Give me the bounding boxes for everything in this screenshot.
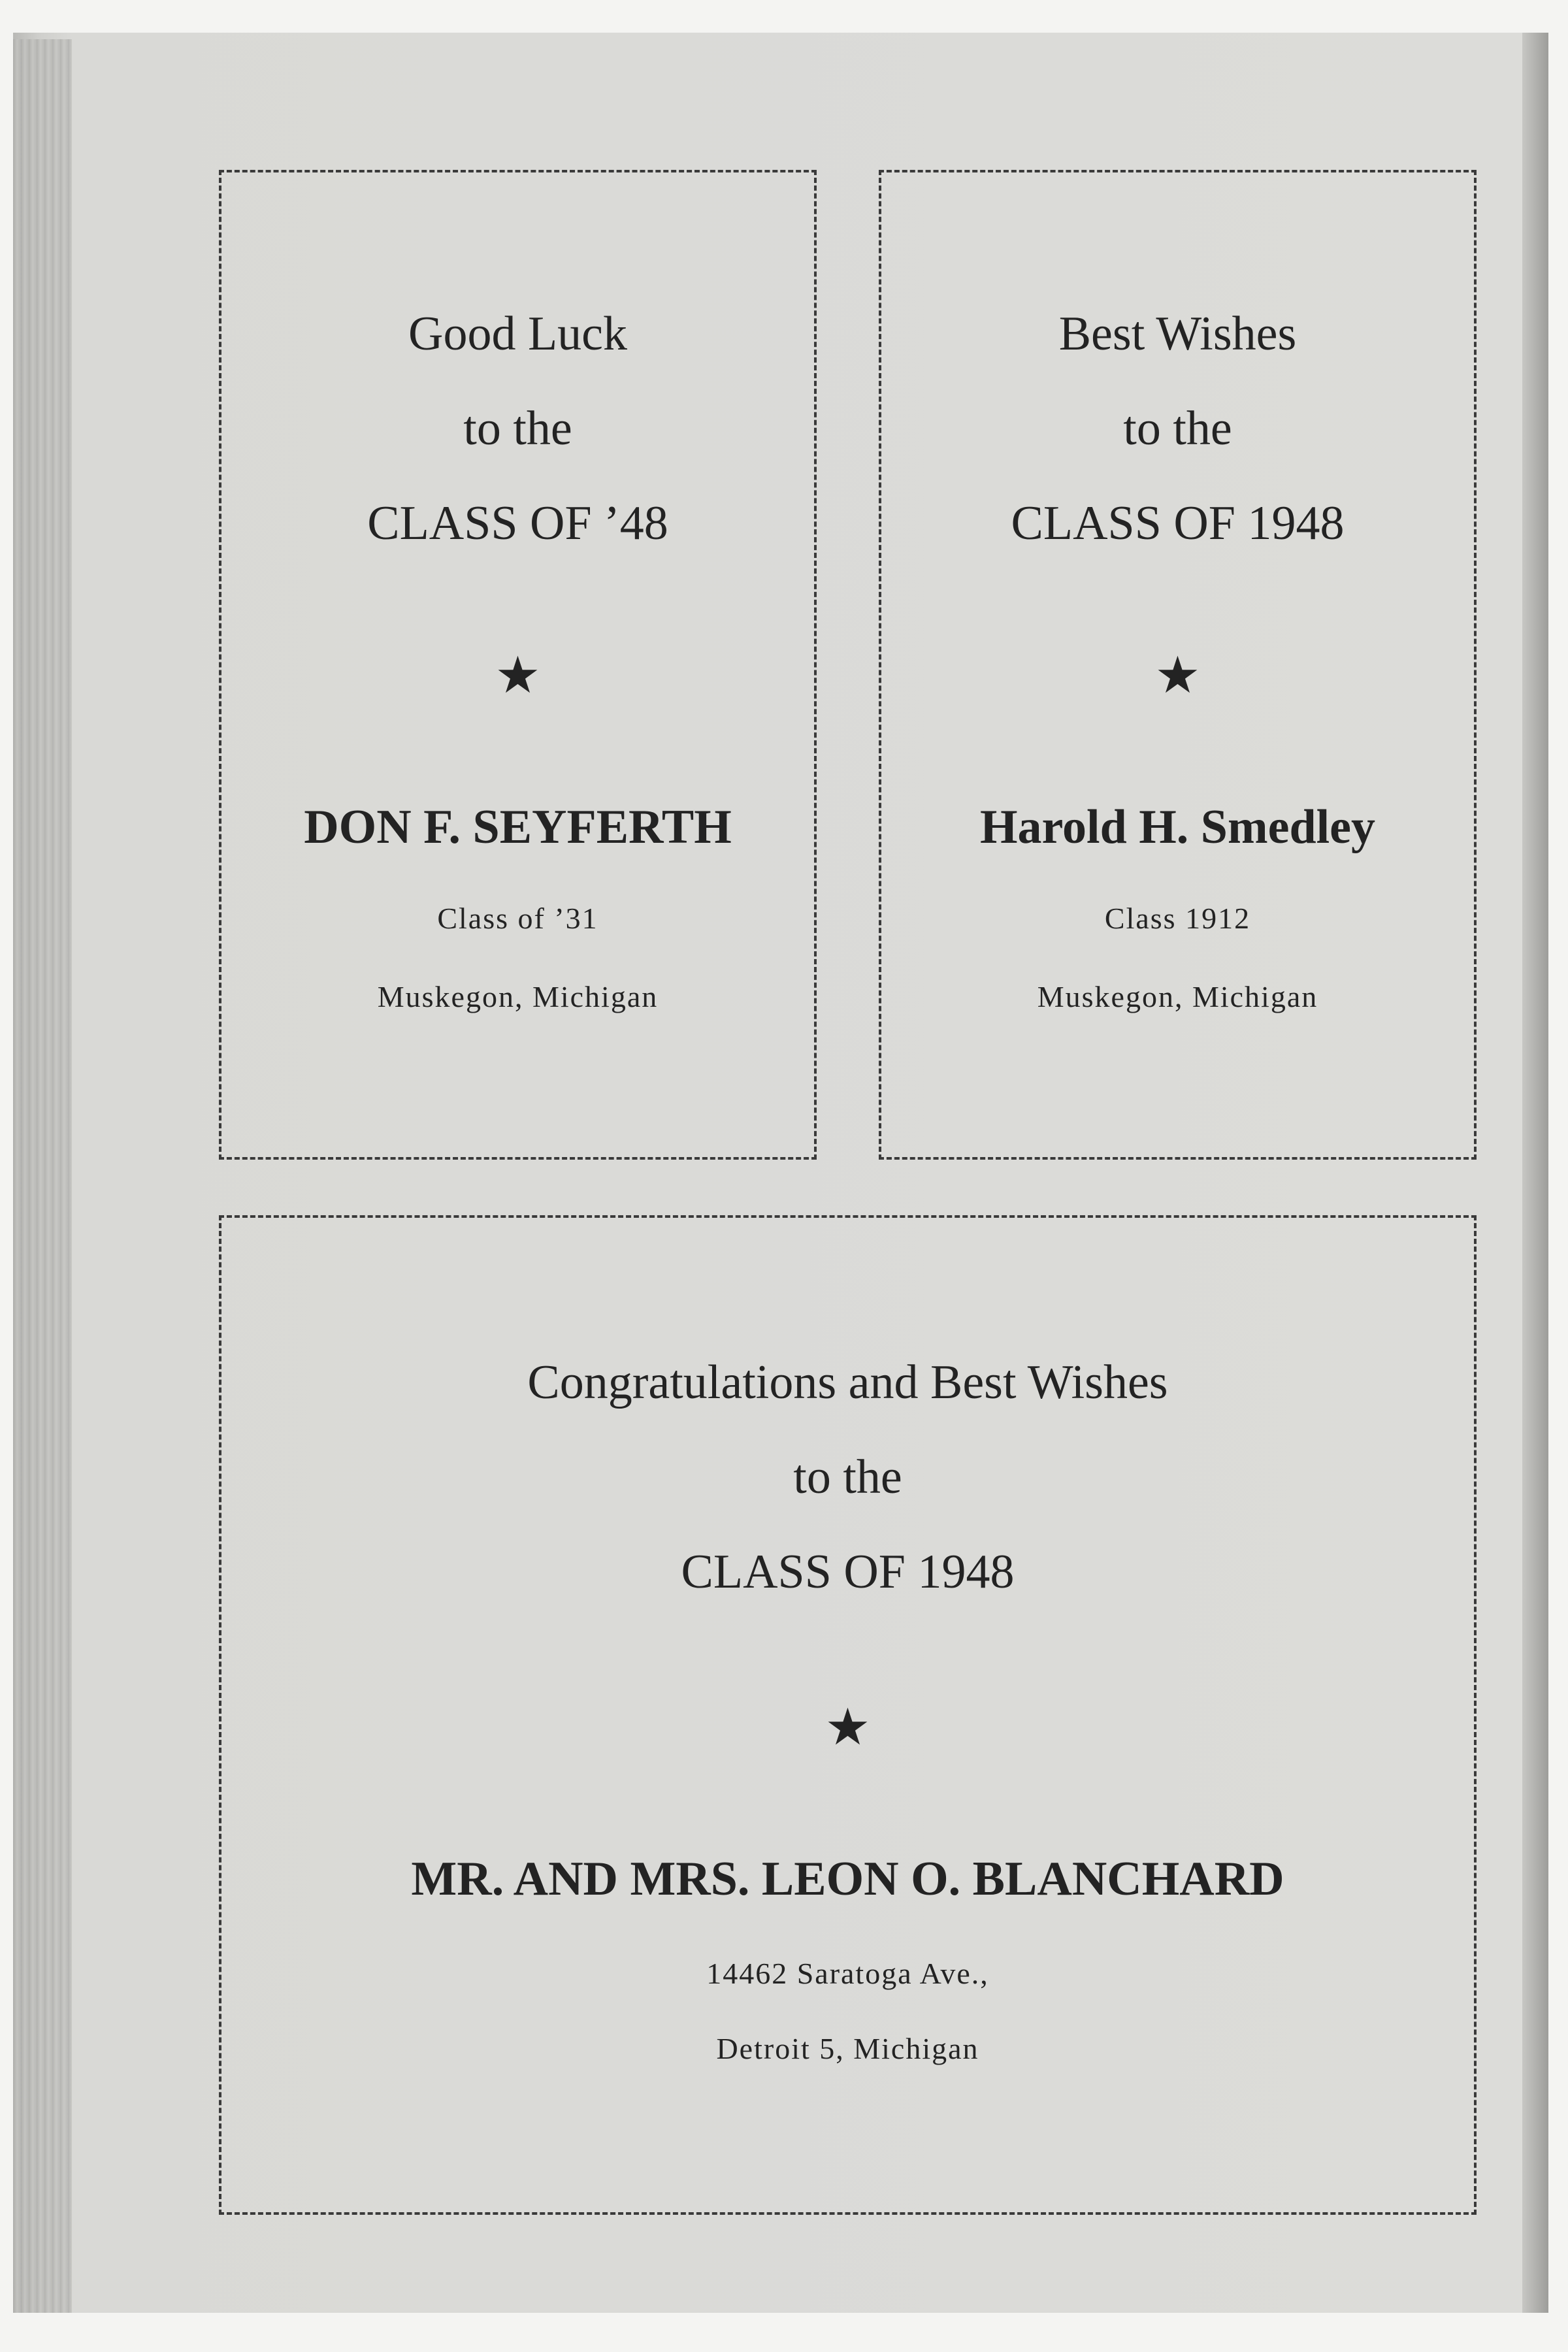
star-icon: ★: [825, 1698, 871, 1757]
ad-seyferth-name: DON F. SEYFERTH: [304, 800, 732, 854]
ad-smedley-class-year: Class 1912: [1104, 902, 1251, 935]
ad-smedley-to-the: to the: [1123, 402, 1232, 455]
ad-blanchard-city: Detroit 5, Michigan: [716, 2032, 979, 2065]
star-icon: ★: [495, 646, 541, 705]
ad-seyferth-class: CLASS OF ’48: [367, 497, 668, 550]
ad-smedley-name: Harold H. Smedley: [979, 800, 1376, 854]
ad-smedley-class: CLASS OF 1948: [1011, 497, 1345, 550]
ad-seyferth-location: Muskegon, Michigan: [377, 980, 659, 1013]
ad-smedley-location: Muskegon, Michigan: [1037, 980, 1318, 1013]
ad-blanchard-address: 14462 Saratoga Ave.,: [706, 1957, 989, 1990]
page-binding-edge: [13, 39, 72, 2313]
ad-blanchard-name: MR. AND MRS. LEON O. BLANCHARD: [411, 1852, 1284, 1906]
ad-seyferth: [219, 170, 817, 1160]
ad-blanchard-to-the: to the: [793, 1450, 902, 1504]
ad-blanchard-class: CLASS OF 1948: [681, 1545, 1015, 1599]
ad-smedley-greeting: Best Wishes: [1058, 307, 1297, 361]
page-right-edge: [1522, 33, 1548, 2313]
ad-seyferth-to-the: to the: [463, 402, 572, 455]
star-icon: ★: [1154, 646, 1201, 705]
ad-blanchard-greeting: Congratulations and Best Wishes: [527, 1356, 1168, 1409]
ad-seyferth-class-year: Class of ’31: [437, 902, 598, 935]
ad-seyferth-greeting: Good Luck: [408, 307, 627, 361]
ad-smedley: [879, 170, 1477, 1160]
ad-blanchard: [219, 1215, 1477, 2215]
